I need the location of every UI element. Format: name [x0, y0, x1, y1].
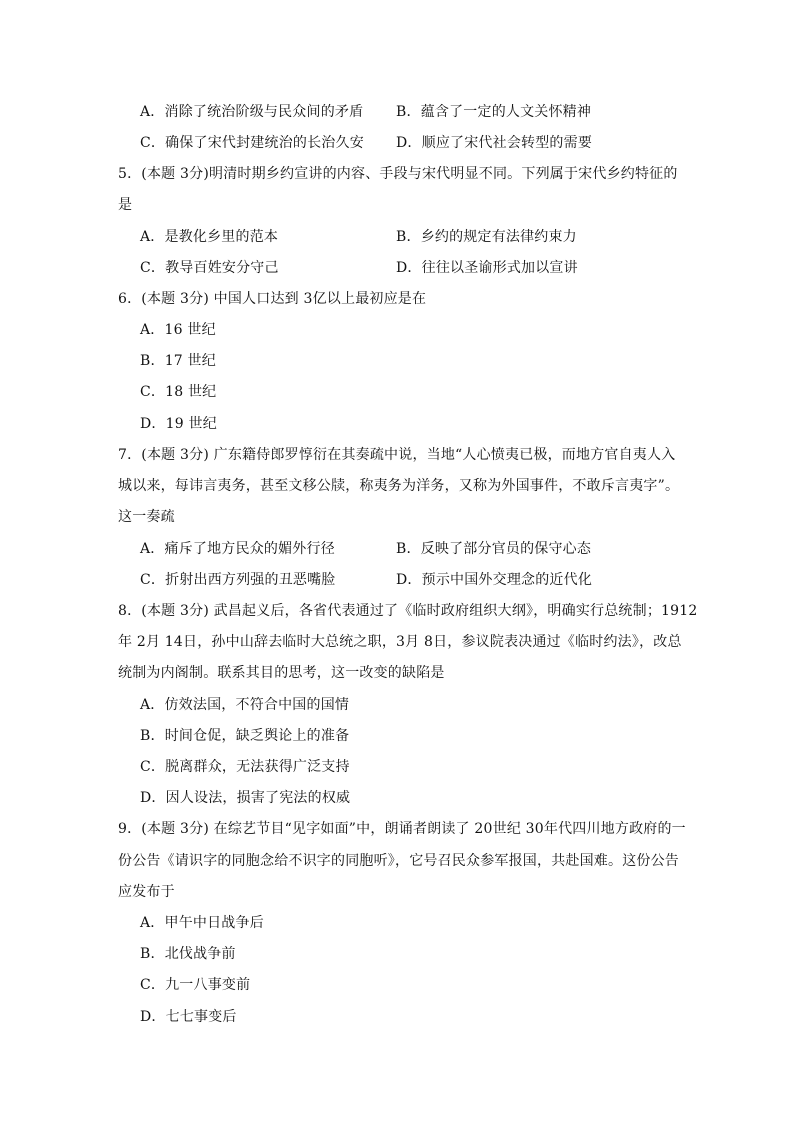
q5-stem-line-1: 5．(本题 3分)明清时期乡约宣讲的内容、手段与宋代明显不同。下列属于宋代乡约特征的	[118, 166, 678, 182]
q8-option-b: B．时间仓促，缺乏舆论上的准备	[140, 728, 350, 744]
q8-option-c: C．脱离群众，无法获得广泛支持	[140, 759, 350, 775]
q7-option-b: B．反映了部分官员的保守心态	[396, 541, 592, 557]
q4-option-a: A．消除了统治阶级与民众间的矛盾	[140, 104, 364, 120]
q4-option-c: C．确保了宋代封建统治的长治久安	[140, 135, 364, 151]
q6-option-c: C．18 世纪	[140, 384, 217, 400]
q5-option-b: B．乡约的规定有法律约束力	[396, 229, 577, 245]
q6-option-b: B．17 世纪	[140, 353, 216, 369]
q5-option-a: A．是教化乡里的范本	[140, 229, 279, 245]
q9-option-d: D．七七事变后	[140, 1009, 237, 1025]
q7-option-d: D．预示中国外交理念的近代化	[396, 572, 593, 588]
q7-option-c: C．折射出西方列强的丑恶嘴脸	[140, 572, 336, 588]
q8-option-a: A．仿效法国，不符合中国的国情	[140, 697, 350, 713]
q7-option-a: A．痛斥了地方民众的媚外行径	[140, 541, 335, 557]
q9-option-a: A．甲午中日战争后	[140, 915, 264, 931]
q7-stem-line-3: 这一奏疏	[118, 509, 175, 525]
q5-stem-line-2: 是	[118, 197, 133, 213]
q9-option-c: C．九一八事变前	[140, 977, 251, 993]
q6-option-a: A．16 世纪	[140, 322, 216, 338]
q8-option-d: D．因人设法，损害了宪法的权威	[140, 790, 351, 806]
q8-stem-line-3: 统制为内阁制。联系其目的思考，这一改变的缺陷是	[118, 665, 445, 681]
q4-option-b: B．蕴含了一定的人文关怀精神	[396, 104, 592, 120]
q5-option-d: D．往往以圣谕形式加以宣讲	[396, 260, 578, 276]
q4-option-d: D．顺应了宋代社会转型的需要	[396, 135, 593, 151]
q9-stem-line-2: 份公告《请识字的同胞念给不识字的同胞听》，它号召民众参军报国，共赴国难。这份公告	[118, 853, 679, 869]
q5-option-c: C．教导百姓安分守己	[140, 260, 279, 276]
q9-option-b: B．北伐战争前	[140, 946, 236, 962]
q9-stem-line-3: 应发布于	[118, 884, 175, 900]
q6-option-d: D．19 世纪	[140, 416, 217, 432]
q7-stem-line-2: 城以来，每讳言夷务，甚至文移公牍，称夷务为洋务，又称为外国事件，不敢斥言夷字”。	[118, 478, 680, 494]
q7-stem-line-1: 7．(本题 3分) 广东籍侍郎罗惇衍在其奏疏中说，当地“人心愤夷已极，而地方官自夷人入	[118, 447, 676, 463]
q6-stem-line-1: 6．(本题 3分) 中国人口达到 3亿以上最初应是在	[118, 291, 427, 307]
q8-stem-line-1: 8．(本题 3分) 武昌起义后，各省代表通过了《临时政府组织大纲》，明确实行总统制；1912	[118, 603, 698, 619]
q9-stem-line-1: 9．(本题 3分) 在综艺节目“见字如面”中，朗诵者朗读了 20世纪 30年代四川地方政府的一	[118, 821, 686, 837]
q8-stem-line-2: 年 2月 14日，孙中山辞去临时大总统之职，3月 8日，参议院表决通过《临时约法》，改总	[118, 634, 682, 650]
